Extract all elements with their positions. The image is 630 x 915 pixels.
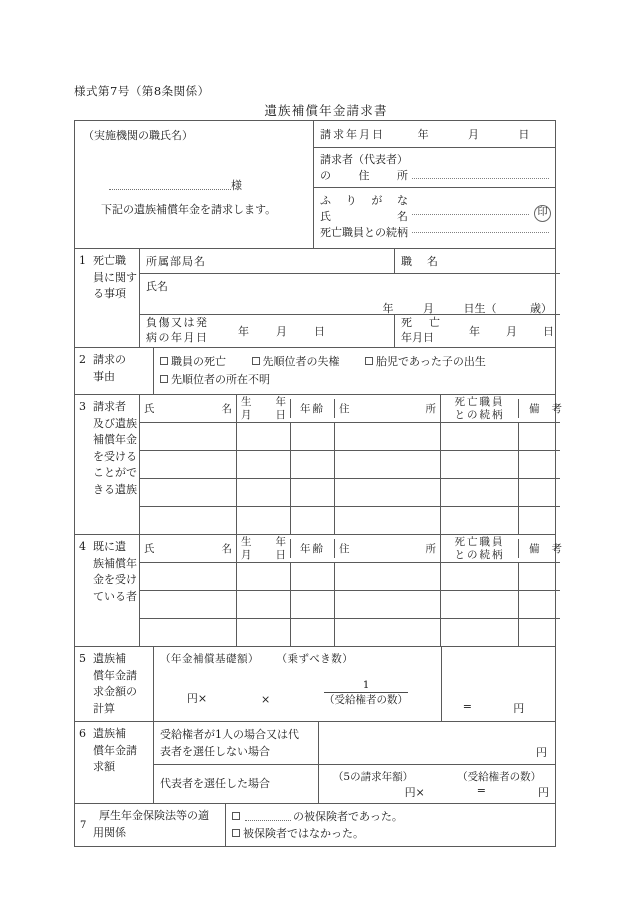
base-amount-label: （年金補償基礎額） [160, 653, 259, 666]
injury-death-date-row [140, 315, 560, 347]
checkbox-icon[interactable] [365, 357, 373, 365]
cell-age[interactable] [290, 507, 334, 534]
death-date-label: 死 亡 年月日 [401, 316, 443, 344]
position-label: 職 名 [394, 249, 560, 273]
section-5 [75, 647, 555, 722]
cell-address[interactable] [334, 563, 440, 590]
case1-label: 受給権者が1人の場合又は代 表者を選任しない場合 [160, 728, 299, 758]
result-yen-label: 円 [513, 702, 525, 716]
insurance-option-1[interactable]: の被保険者であった。 [232, 808, 549, 825]
cell-birthdate[interactable] [236, 479, 290, 506]
sama-label: 様 [231, 179, 242, 192]
cell-address[interactable] [334, 507, 440, 534]
reason-option-forfeiture[interactable]: 先順位者の失権 [252, 353, 340, 371]
col-header-birthdate: 生 年 月 日 [236, 394, 290, 423]
injury-date-cell [140, 315, 394, 347]
col-header-address: 住 所 [334, 539, 440, 558]
cell-address[interactable] [334, 451, 440, 478]
cell-birthdate[interactable] [236, 619, 290, 646]
reason-option-whereabouts-unknown[interactable]: 先順位者の所在不明 [160, 371, 270, 389]
table-header-row [140, 535, 560, 563]
section-6-case1 [154, 722, 555, 765]
dept-label: 所属部局名 [146, 255, 206, 268]
checkbox-icon[interactable] [160, 375, 168, 383]
table-row[interactable] [140, 619, 560, 646]
cell-relation[interactable] [440, 451, 518, 478]
section-6-case2 [154, 765, 555, 803]
cell-address[interactable] [334, 479, 440, 506]
col-header-age: 年齢 [290, 539, 334, 558]
insurance-name-blank [245, 810, 291, 821]
col-header-name: 氏 名 [144, 403, 232, 416]
deceased-name-row [140, 274, 560, 315]
col-header-remarks: 備 考 [518, 539, 560, 558]
section-1 [75, 249, 555, 348]
cell-age[interactable] [290, 619, 334, 646]
table-header-row [140, 395, 560, 423]
cell-remarks[interactable] [518, 507, 560, 534]
cell-relation[interactable] [440, 619, 518, 646]
cell-birthdate[interactable] [236, 451, 290, 478]
cell-remarks[interactable] [518, 619, 560, 646]
section-5-calculation [153, 647, 441, 721]
cell-remarks[interactable] [518, 423, 560, 450]
claimant-address-label [314, 148, 408, 187]
case1-amount-field[interactable] [318, 722, 555, 764]
cell-name[interactable] [140, 451, 236, 478]
section-4-label: 4 既に遺 族補償年 金を受け ている者 [79, 540, 137, 603]
claimant-address-label-line2: の 住 所 [320, 168, 408, 182]
section-6-label: 6 遺族補 償年金請 求額 [79, 727, 137, 774]
claimant-address-dotted-line [412, 178, 549, 179]
cell-remarks[interactable] [518, 591, 560, 618]
agency-name-field[interactable] [109, 177, 242, 193]
cell-name[interactable] [140, 619, 236, 646]
section-4-table [139, 535, 560, 646]
cell-relation[interactable] [440, 479, 518, 506]
cell-address[interactable] [334, 591, 440, 618]
table-row[interactable] [140, 591, 560, 619]
deceased-relation-label: 死亡職員との続柄 [320, 225, 408, 239]
injury-date-fields[interactable]: 年 月 日 [238, 325, 326, 338]
section-2-options-line1 [160, 353, 549, 371]
injury-date-label: 負傷又は発 病の年月日 [146, 316, 209, 344]
section-5-label: 5 遺族補 償年金請 求金額の 計算 [79, 652, 137, 715]
section-7-label: 7 厚生年金保険法等の適 用関係 [80, 809, 209, 839]
case2-amount-field[interactable] [318, 765, 555, 803]
cell-birthdate[interactable] [236, 507, 290, 534]
section-6-body [153, 722, 555, 803]
section-1-label: 1 死亡職 員に関す る事項 [79, 254, 137, 300]
header-block [75, 121, 555, 249]
fraction-denominator: （受給権者の数） [324, 694, 409, 707]
claim-date-year: 年 [417, 128, 429, 141]
cell-age[interactable] [290, 451, 334, 478]
cell-birthdate[interactable] [236, 591, 290, 618]
cell-relation[interactable] [440, 591, 518, 618]
claimant-address-label-line1: 請求者（代表者） [320, 153, 408, 166]
section-3 [75, 395, 562, 535]
form-number: 様式第7号（第8条関係） [74, 84, 210, 98]
claim-date-day: 日 [518, 128, 530, 141]
claim-date-row [314, 121, 555, 148]
claim-date-label: 請求年月日 [320, 128, 385, 141]
cell-remarks[interactable] [518, 563, 560, 590]
section-6 [75, 722, 555, 804]
cell-birthdate[interactable] [236, 563, 290, 590]
section-3-table [139, 395, 560, 534]
cell-age[interactable] [290, 479, 334, 506]
furigana-label: ふ り が な [320, 194, 408, 207]
section-5-result [441, 647, 555, 721]
cell-remarks[interactable] [518, 451, 560, 478]
checkbox-icon[interactable] [232, 812, 240, 820]
cell-address[interactable] [334, 619, 440, 646]
col-header-relation: 死亡職員 との続柄 [440, 534, 518, 563]
section-4 [75, 535, 562, 647]
case2-equals: = [476, 784, 486, 798]
death-date-fields[interactable]: 年 月 日 [469, 325, 554, 338]
cell-age[interactable] [290, 563, 334, 590]
cell-relation[interactable] [440, 563, 518, 590]
section-3-label: 3 請求者 及び遺族 補償年金 を受ける ことがで きる遺族 [79, 400, 137, 496]
relation-dotted-line [412, 232, 549, 233]
case1-yen-label: 円 [536, 746, 547, 760]
agency-cell [75, 121, 313, 247]
col-header-age: 年齢 [290, 399, 334, 418]
multiply-symbol: × [260, 693, 271, 707]
reason-option-death[interactable]: 職員の死亡 [160, 353, 226, 371]
col-header-birthdate: 生 年 月 日 [236, 534, 290, 563]
name-label: 氏 名 [320, 209, 408, 223]
case2-header-annual: （5の請求年額） [332, 771, 414, 784]
request-sentence: 下記の遺族補償年金を請求します。 [101, 203, 277, 216]
form-table [74, 120, 562, 847]
reason-option-unborn-child[interactable]: 胎児であった子の出生 [365, 353, 486, 371]
document-title: 遺族補償年金請求書 [264, 103, 388, 118]
claimant-cell [313, 121, 555, 248]
case2-label: 代表者を選任した場合 [160, 777, 270, 791]
deceased-name-label: 氏名 [146, 280, 168, 293]
table-row[interactable] [140, 423, 560, 451]
cell-relation[interactable] [440, 507, 518, 534]
claimant-name-row [314, 188, 555, 248]
table-row[interactable] [140, 479, 560, 507]
insurance-option-2[interactable]: 被保険者ではなかった。 [232, 825, 549, 842]
section-5-headers [160, 651, 435, 666]
col-header-address: 住 所 [334, 399, 440, 418]
table-row[interactable] [140, 563, 560, 591]
base-amount-field: 円× [186, 692, 208, 706]
section-1-body [139, 249, 560, 347]
section-5-formula[interactable] [160, 676, 435, 706]
fraction-numerator: 1 [324, 679, 408, 693]
case2-yen-times: 円× [404, 786, 425, 800]
cell-name[interactable] [140, 591, 236, 618]
claimant-name-labels [314, 188, 408, 248]
cell-address[interactable] [334, 423, 440, 450]
cell-name[interactable] [140, 479, 236, 506]
section-7-options [225, 804, 555, 846]
dept-position-row [140, 249, 560, 274]
cell-birthdate[interactable] [236, 423, 290, 450]
claim-date-month: 月 [467, 128, 479, 141]
case2-yen-label: 円 [538, 786, 549, 800]
checkbox-icon[interactable] [232, 829, 240, 837]
cell-name[interactable] [140, 507, 236, 534]
agency-label: （実施機関の職氏名） [83, 129, 193, 142]
deceased-birth-fields[interactable]: 年 月 日生（ 歳） [382, 302, 552, 315]
col-header-relation: 死亡職員 との続柄 [440, 394, 518, 423]
claimant-name-inputs[interactable] [408, 188, 555, 248]
agency-name-dotted-line [109, 179, 231, 190]
death-date-cell [394, 315, 560, 347]
claimant-address-input[interactable] [408, 148, 555, 187]
checkbox-icon[interactable] [160, 357, 168, 365]
col-header-remarks: 備 考 [518, 399, 560, 418]
table-row[interactable] [140, 451, 560, 479]
col-header-name: 氏 名 [144, 543, 232, 556]
cell-age[interactable] [290, 423, 334, 450]
fraction [324, 679, 408, 706]
section-2-label: 2 請求の 事由 [79, 353, 126, 383]
cell-name[interactable] [140, 563, 236, 590]
section-2-options-line2 [160, 371, 549, 389]
equals-symbol: = [462, 700, 472, 714]
case2-header-recipients: （受給権者の数） [457, 771, 542, 784]
cell-relation[interactable] [440, 423, 518, 450]
seal-icon[interactable]: 印 [534, 205, 551, 222]
section-2-options [153, 348, 555, 394]
cell-remarks[interactable] [518, 479, 560, 506]
table-row[interactable] [140, 507, 560, 534]
multiplier-label: （乗ずべき数） [276, 653, 354, 666]
section-7 [75, 804, 555, 847]
section-2 [75, 348, 555, 395]
claimant-name-dotted-line [412, 214, 529, 215]
cell-name[interactable] [140, 423, 236, 450]
claimant-address-row [314, 148, 555, 188]
checkbox-icon[interactable] [252, 357, 260, 365]
claim-date-fields[interactable] [398, 121, 555, 147]
cell-age[interactable] [290, 591, 334, 618]
